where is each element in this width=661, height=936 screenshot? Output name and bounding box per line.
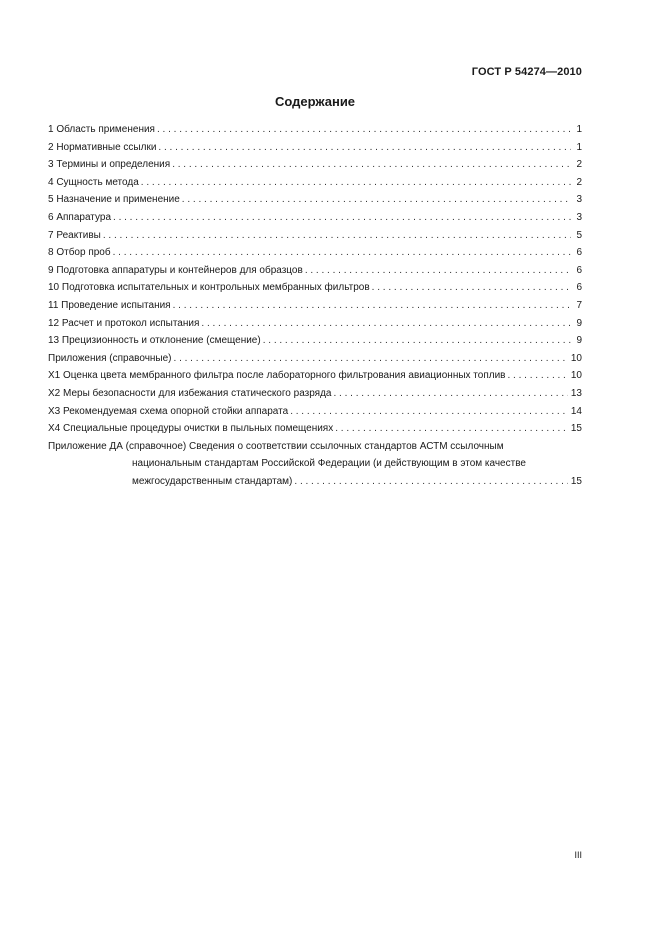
annex-da-line1: Приложение ДА (справочное) Сведения о соответствии ссылочных стандартов АСТМ ссылочным — [48, 440, 504, 452]
toc-entry-text: Х3 Рекомендуемая схема опорной стойки аппарата — [48, 405, 289, 417]
toc-entry-page: 1 — [576, 124, 582, 135]
toc-entry-text: Приложения (справочные) — [48, 352, 172, 364]
toc-entry-text: 6 Аппаратура — [48, 211, 112, 223]
toc-entry-annex-da[interactable] — [48, 438, 582, 491]
toc-entry[interactable] — [48, 367, 582, 385]
toc-leader-dots — [334, 385, 568, 403]
toc-entry[interactable] — [48, 227, 582, 245]
toc-leader-dots — [113, 209, 571, 227]
toc-leader-dots — [305, 262, 571, 280]
toc-entry-text: 3 Термины и определения — [48, 159, 171, 171]
toc-leader-dots — [263, 332, 571, 350]
toc-entry-page: 2 — [576, 176, 582, 188]
toc-entry-page: 3 — [576, 194, 582, 206]
toc-entry-page: 6 — [576, 264, 582, 276]
toc-entry-page: 10 — [570, 352, 582, 364]
toc-entry-page: 7 — [576, 299, 582, 311]
toc-entry[interactable] — [48, 350, 582, 368]
page-number: III — [574, 850, 582, 860]
toc-entry-page: 3 — [576, 211, 582, 223]
toc-leader-dots — [507, 367, 567, 385]
toc-entry[interactable] — [48, 191, 582, 209]
annex-da-last-line — [132, 473, 582, 491]
toc-entry-text: 2 Нормативные ссылки — [48, 141, 157, 153]
toc-entry-text: Х1 Оценка цвета мембранного фильтра после лабораторного фильтрования авиационных топлив — [48, 370, 506, 382]
toc-entry-page: 15 — [570, 423, 582, 435]
toc-leader-dots — [335, 420, 568, 438]
toc-entry[interactable] — [48, 139, 582, 157]
toc-entry[interactable] — [48, 315, 582, 333]
document-code: ГОСТ Р 54274—2010 — [471, 66, 582, 78]
toc-entry-page: 13 — [570, 387, 582, 399]
toc-entry-page: 6 — [576, 282, 582, 294]
toc-entry-text: Х2 Меры безопасности для избежания статического разряда — [48, 387, 332, 399]
toc-entry-page: 2 — [576, 159, 582, 171]
toc-entry-text: 4 Сущность метода — [48, 176, 139, 188]
toc-entry-text: 11 Проведение испытания — [48, 299, 171, 311]
toc-leader-dots — [172, 156, 571, 174]
toc-entry[interactable] — [48, 332, 582, 350]
toc-entry-text: 5 Назначение и применение — [48, 194, 180, 206]
toc-leader-dots — [182, 191, 571, 209]
toc-leader-dots — [290, 403, 568, 421]
toc-leader-dots — [103, 227, 571, 245]
toc-entry-text: 10 Подготовка испытательных и контрольных мембранных фильтров — [48, 282, 370, 294]
toc-leader-dots — [174, 350, 568, 368]
toc-entry-page: 10 — [570, 370, 582, 382]
toc-entry-text: 12 Расчет и протокол испытания — [48, 317, 200, 329]
toc-leader-dots — [201, 315, 571, 333]
toc-leader-dots — [158, 139, 571, 157]
toc-entry[interactable] — [48, 385, 582, 403]
annex-da-line3: межгосударственным стандартам) — [132, 475, 293, 487]
toc-entry[interactable] — [48, 121, 582, 139]
toc-leader-dots — [157, 121, 571, 139]
toc-entry-page: 1 — [576, 141, 582, 153]
toc-entry[interactable] — [48, 279, 582, 297]
toc-entry[interactable] — [48, 209, 582, 227]
annex-da-line2: национальным стандартам Российской Федерации (и действующим в этом качестве — [132, 458, 526, 470]
toc-entry-text: 13 Прецизионность и отклонение (смещение) — [48, 335, 261, 347]
toc-entry[interactable] — [48, 403, 582, 421]
toc-entry-page: 9 — [576, 317, 582, 329]
toc-leader-dots — [173, 297, 571, 315]
toc-leader-dots — [294, 473, 567, 491]
toc-entry[interactable] — [48, 297, 582, 315]
toc-entry-text: 8 Отбор проб — [48, 247, 111, 259]
toc-leader-dots — [113, 244, 571, 262]
toc-entry-page: 9 — [576, 335, 582, 347]
toc-entry-page: 6 — [576, 247, 582, 259]
toc-entry-page: 15 — [570, 475, 582, 487]
toc-leader-dots — [372, 279, 571, 297]
toc-title: Содержание — [274, 94, 356, 109]
toc-entry[interactable] — [48, 156, 582, 174]
toc-entry-page: 14 — [570, 405, 582, 417]
toc-entry[interactable] — [48, 262, 582, 280]
toc-leader-dots — [141, 174, 571, 192]
toc-entry[interactable] — [48, 420, 582, 438]
toc-entry-page: 5 — [576, 229, 582, 241]
toc-entry[interactable] — [48, 174, 582, 192]
toc-entry-text: 1 Область применения — [48, 124, 155, 135]
toc-entry-text: 7 Реактивы — [48, 229, 101, 241]
toc-entry-text: Х4 Специальные процедуры очистки в пыльных помещениях — [48, 423, 334, 435]
toc-entry-text: 9 Подготовка аппаратуры и контейнеров для образцов — [48, 264, 303, 276]
table-of-contents — [48, 121, 582, 490]
toc-entry[interactable] — [48, 244, 582, 262]
